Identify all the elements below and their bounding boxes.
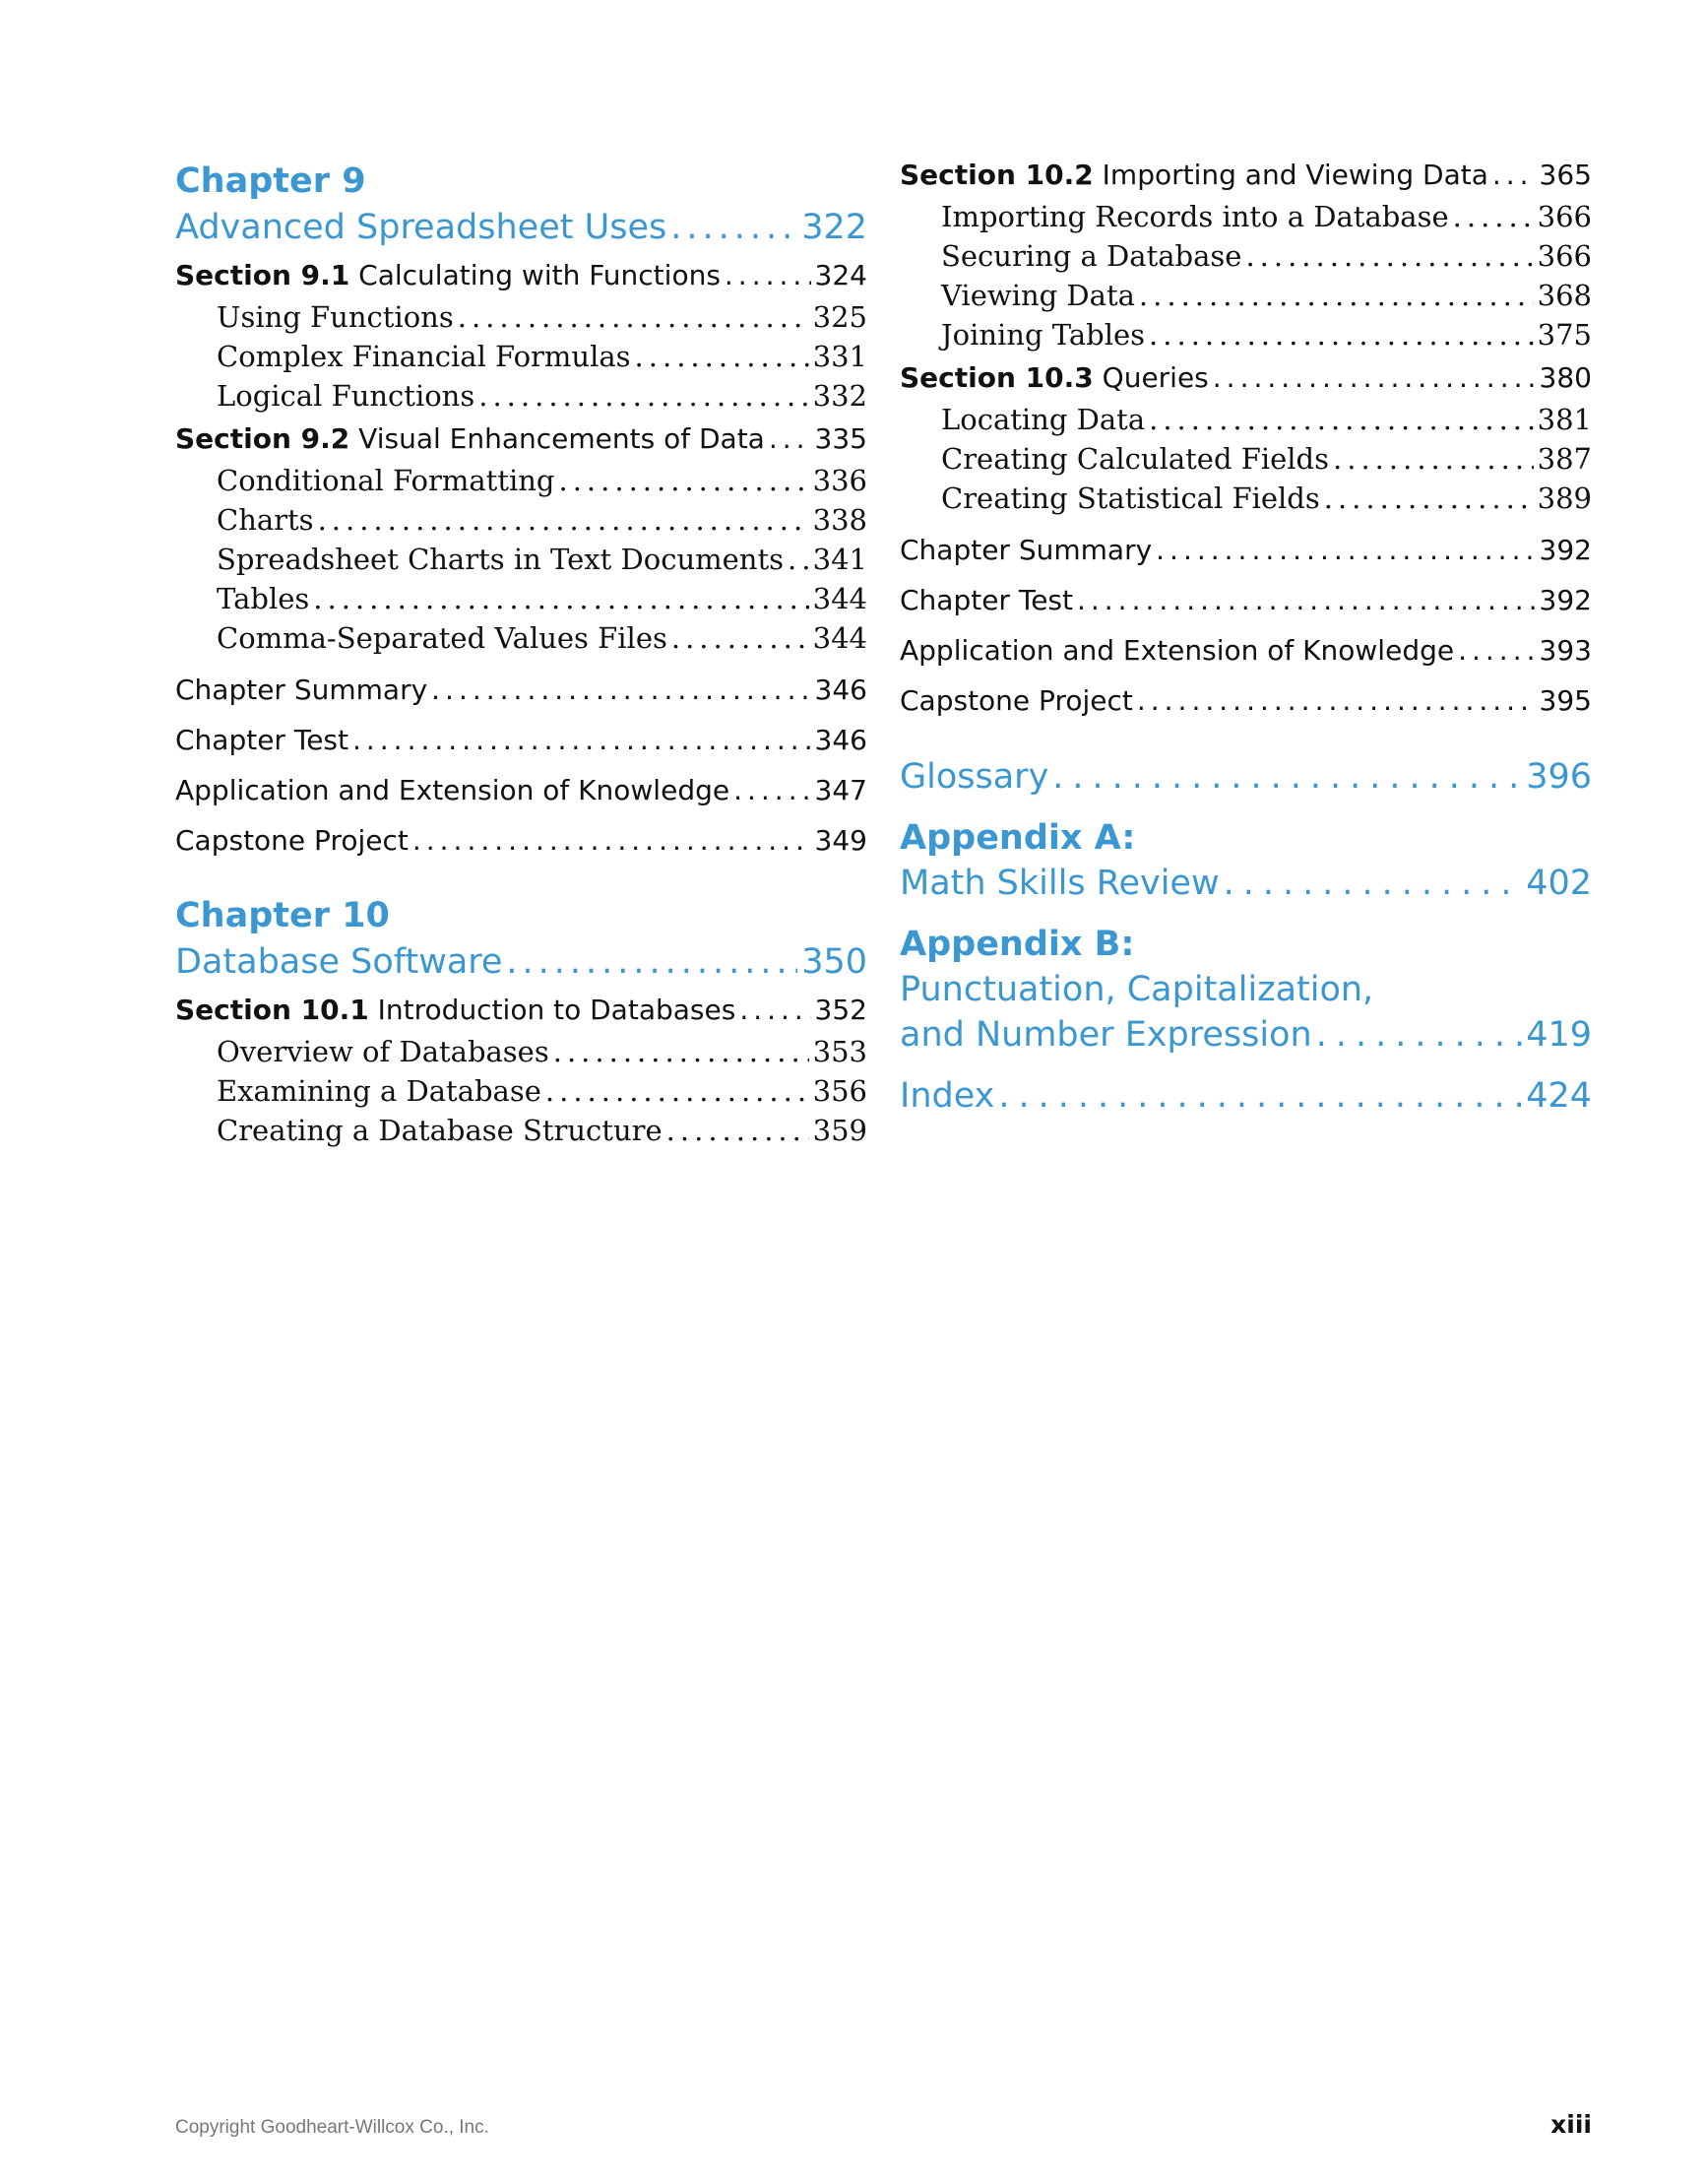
leader-dots: [506, 939, 797, 985]
page-number-footer: xiii: [1550, 2110, 1592, 2139]
leader-dots: [1316, 1012, 1523, 1058]
leader-dots: [1137, 683, 1536, 719]
appendix-a-entry[interactable]: [900, 861, 1592, 906]
page-number: 338: [812, 503, 867, 537]
leader-dots: [1492, 158, 1536, 193]
item-title: Spreadsheet Charts in Text Documents: [217, 543, 784, 576]
glossary-entry[interactable]: [900, 754, 1592, 800]
section-number: Section 10.1: [175, 994, 369, 1026]
page-number: 347: [814, 774, 867, 806]
section-9-1-entry[interactable]: [175, 258, 867, 293]
toc-item[interactable]: [900, 400, 1592, 439]
page-number: 389: [1537, 482, 1592, 515]
section-10-3-entry[interactable]: [900, 360, 1592, 396]
toc-item[interactable]: [175, 297, 867, 337]
item-title: Chapter Summary: [175, 674, 428, 706]
item-title: Overview of Databases: [217, 1035, 549, 1068]
item-title: Conditional Formatting: [217, 464, 555, 497]
item-title: Capstone Project: [900, 684, 1133, 717]
chapter-10-title-entry[interactable]: [175, 939, 867, 985]
leader-dots: [412, 823, 811, 859]
item-title: Math Skills Review: [900, 864, 1220, 903]
chapter-9-title-entry[interactable]: [175, 205, 867, 250]
leader-dots: [1458, 633, 1535, 669]
toc-item[interactable]: [175, 337, 867, 376]
section-10-1-entry[interactable]: [175, 993, 867, 1028]
leader-dots: [1149, 315, 1534, 354]
section-number: Section 10.3: [900, 361, 1094, 394]
page-number: 396: [1526, 757, 1592, 797]
item-title: Locating Data: [941, 403, 1146, 436]
page-number: 387: [1537, 442, 1592, 476]
section-9-2-entry[interactable]: [175, 421, 867, 457]
page-number: 350: [801, 942, 867, 982]
section-title: Visual Enhancements of Data: [358, 422, 765, 455]
page-number: 336: [812, 464, 867, 497]
page-number: 344: [812, 621, 867, 655]
appendix-a-label: Appendix A:: [900, 818, 1136, 858]
page-number: 356: [812, 1074, 867, 1108]
leader-dots: [725, 258, 811, 293]
item-title: Chapter Summary: [900, 534, 1153, 566]
chapter-test-entry[interactable]: [900, 583, 1592, 618]
item-title: Viewing Data: [941, 279, 1135, 312]
chapter-title: Advanced Spreadsheet Uses: [175, 208, 667, 247]
section-title: Introduction to Databases: [377, 994, 736, 1026]
chapter-10-label: Chapter 10: [175, 896, 390, 935]
page-number: 332: [812, 379, 867, 413]
leader-dots: [1139, 276, 1534, 315]
leader-dots: [313, 579, 808, 618]
item-title: Chapter Test: [900, 584, 1073, 616]
toc-item[interactable]: [900, 315, 1592, 354]
item-title: Capstone Project: [175, 824, 409, 857]
chapter-title: Database Software: [175, 942, 503, 982]
leader-dots: [558, 461, 808, 500]
page-number: 381: [1537, 403, 1592, 436]
leader-dots: [1156, 533, 1535, 568]
section-10-2-entry[interactable]: [900, 158, 1592, 193]
page-number: 359: [812, 1114, 867, 1147]
item-title: Creating Calculated Fields: [941, 442, 1330, 476]
toc-item[interactable]: [175, 500, 867, 540]
capstone-project-entry[interactable]: [900, 683, 1592, 719]
page-number: 392: [1539, 534, 1592, 566]
page-number: 366: [1537, 239, 1592, 273]
item-title: Creating Statistical Fields: [941, 482, 1320, 515]
page-number: 375: [1537, 318, 1592, 352]
toc-item[interactable]: [175, 1032, 867, 1071]
page-number: 353: [812, 1035, 867, 1068]
page-number: 349: [814, 824, 867, 857]
section-number: Section 10.2: [900, 159, 1094, 191]
leader-dots: [635, 337, 809, 376]
page-number: 331: [812, 340, 867, 373]
chapter-9-label: Chapter 9: [175, 161, 366, 201]
toc-item[interactable]: [900, 236, 1592, 276]
item-title: Importing Records into a Database: [941, 200, 1449, 233]
item-title: Charts: [217, 503, 314, 537]
item-title: Securing a Database: [941, 239, 1242, 273]
item-title: and Number Expression: [900, 1015, 1312, 1055]
page-number: 365: [1539, 159, 1592, 191]
page-number: 344: [812, 582, 867, 615]
page-number: 341: [812, 543, 867, 576]
item-title: Joining Tables: [941, 318, 1146, 352]
section-number: Section 9.2: [175, 422, 350, 455]
leader-dots: [352, 723, 811, 758]
toc-item[interactable]: [900, 439, 1592, 479]
leader-dots: [1149, 400, 1534, 439]
leader-dots: [788, 540, 809, 579]
page-number: 325: [812, 300, 867, 334]
page-number: 393: [1539, 634, 1592, 667]
toc-item[interactable]: [900, 197, 1592, 236]
application-extension-entry[interactable]: [900, 633, 1592, 669]
leader-dots: [739, 993, 810, 1028]
leader-dots: [670, 205, 797, 250]
leader-dots: [318, 500, 809, 540]
toc-item[interactable]: [175, 376, 867, 416]
application-extension-entry[interactable]: [175, 773, 867, 808]
chapter-test-entry[interactable]: [175, 723, 867, 758]
item-title: Chapter Test: [175, 724, 348, 756]
page-number: 352: [814, 994, 867, 1026]
item-title: Examining a Database: [217, 1074, 541, 1108]
page-number: 368: [1537, 279, 1592, 312]
toc-item[interactable]: [175, 1071, 867, 1111]
section-number: Section 9.1: [175, 259, 350, 291]
item-title: Comma-Separated Values Files: [217, 621, 667, 655]
leader-dots: [666, 1111, 809, 1150]
leader-dots: [431, 673, 810, 708]
toc-item[interactable]: [900, 479, 1592, 518]
item-title: Glossary: [900, 757, 1049, 797]
section-title: Calculating with Functions: [358, 259, 721, 291]
leader-dots: [671, 618, 809, 658]
appendix-b-label: Appendix B:: [900, 925, 1135, 964]
toc-item[interactable]: [175, 579, 867, 618]
leader-dots: [478, 376, 808, 416]
page-number: 424: [1526, 1076, 1592, 1116]
index-entry[interactable]: [900, 1073, 1592, 1119]
page-number: 322: [801, 208, 867, 247]
toc-left-column: [175, 158, 867, 1150]
item-title: Creating a Database Structure: [217, 1114, 663, 1147]
toc-item[interactable]: [175, 461, 867, 500]
item-title: Using Functions: [217, 300, 454, 334]
appendix-b-title-line1: Punctuation, Capitalization,: [900, 970, 1374, 1009]
page-number: 419: [1526, 1015, 1592, 1055]
leader-dots: [733, 773, 810, 808]
leader-dots: [1052, 754, 1522, 800]
leader-dots: [1333, 439, 1534, 479]
item-title: Application and Extension of Knowledge: [175, 774, 730, 806]
leader-dots: [1213, 360, 1536, 396]
leader-dots: [553, 1032, 809, 1071]
appendix-b-entry[interactable]: [900, 1012, 1592, 1058]
leader-dots: [1077, 583, 1536, 618]
leader-dots: [545, 1071, 809, 1111]
item-title: Application and Extension of Knowledge: [900, 634, 1455, 667]
toc-right-column: [900, 158, 1592, 1119]
leader-dots: [1453, 197, 1534, 236]
page-number: 380: [1539, 361, 1592, 394]
page-number: 346: [814, 724, 867, 756]
page-number: 395: [1539, 684, 1592, 717]
toc-item[interactable]: [175, 618, 867, 658]
section-title: Importing and Viewing Data: [1102, 159, 1488, 191]
leader-dots: [1245, 236, 1533, 276]
leader-dots: [1324, 479, 1534, 518]
section-title: Queries: [1102, 361, 1209, 394]
page-number: 392: [1539, 584, 1592, 616]
toc-item[interactable]: [175, 540, 867, 579]
leader-dots: [998, 1073, 1522, 1119]
chapter-summary-entry[interactable]: [175, 673, 867, 708]
capstone-project-entry[interactable]: [175, 823, 867, 859]
toc-item[interactable]: [175, 1111, 867, 1150]
page-number: 335: [814, 422, 867, 455]
item-title: Index: [900, 1076, 995, 1116]
item-title: Logical Functions: [217, 379, 475, 413]
page-number: 346: [814, 674, 867, 706]
page-number: 324: [814, 259, 867, 291]
leader-dots: [1224, 861, 1523, 906]
toc-item[interactable]: [900, 276, 1592, 315]
item-title: Complex Financial Formulas: [217, 340, 631, 373]
leader-dots: [458, 297, 809, 337]
leader-dots: [769, 421, 811, 457]
page-number: 402: [1526, 864, 1592, 903]
chapter-summary-entry[interactable]: [900, 533, 1592, 568]
copyright-notice: Copyright Goodheart-Willcox Co., Inc.: [175, 2117, 489, 2138]
item-title: Tables: [217, 582, 310, 615]
page-number: 366: [1537, 200, 1592, 233]
